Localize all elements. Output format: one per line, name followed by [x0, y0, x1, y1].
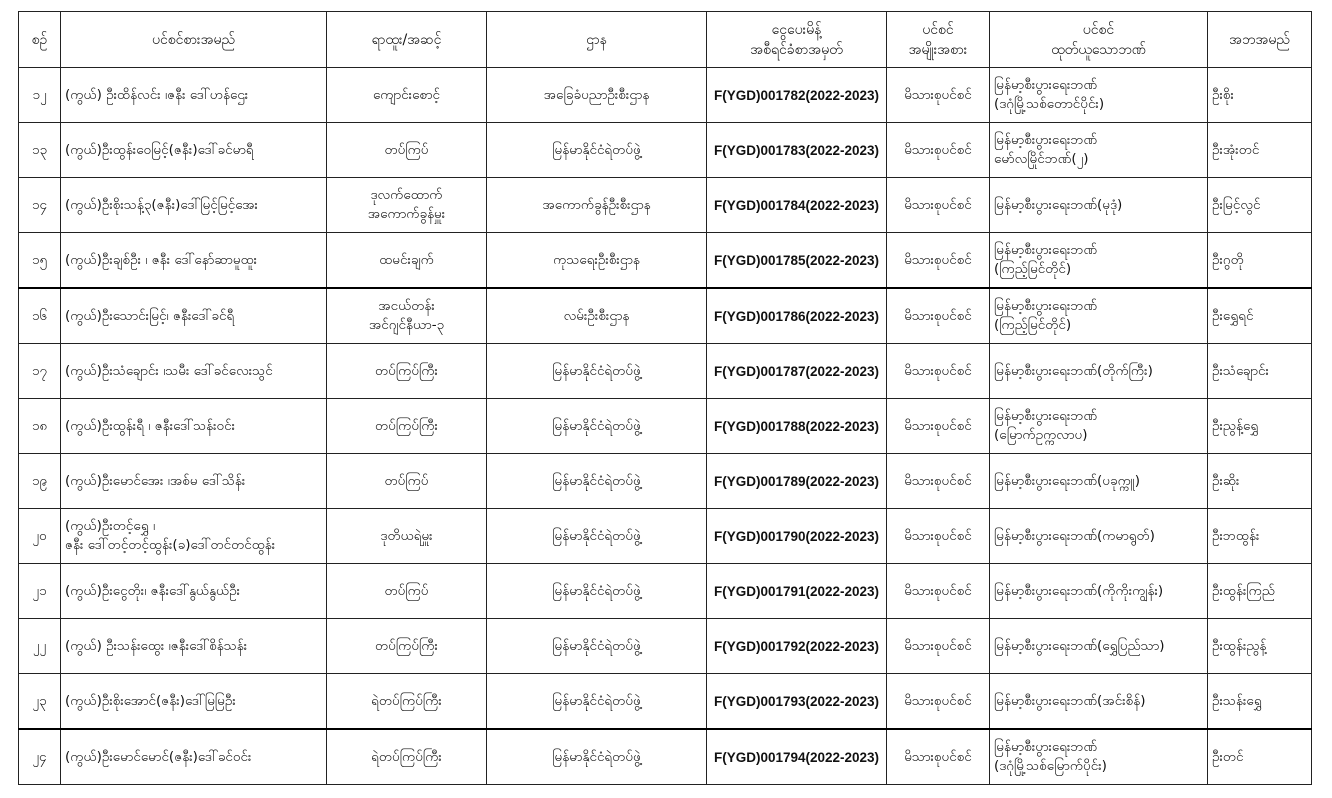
rank-cell: တပ်ကြပ်ကြီး	[327, 344, 487, 399]
payment-order-number-cell: F(YGD)001789(2022-2023)	[707, 454, 887, 509]
header-name: ပင်စင်စားအမည်	[61, 12, 327, 68]
header-fee-no: ငွေပေးမိန့် အစီရင်ခံစာအမှတ်	[707, 12, 887, 68]
father-name-cell: ဦးသန်းရွှေ	[1208, 674, 1312, 730]
table-row	[19, 123, 1312, 178]
department-cell: မြန်မာနိုင်ငံရဲတပ်ဖွဲ့	[487, 729, 707, 785]
father-name-cell: ဦးထွန်းညွန့်	[1208, 619, 1312, 674]
pension-type-cell: မိသားစုပင်စင်	[887, 288, 990, 344]
row-number-cell: ၁၂	[19, 68, 61, 123]
bank-branch-cell: မြန်မာ့စီးပွားရေးဘဏ်(ကမာရွတ်)	[990, 509, 1208, 564]
bank-branch-cell: မြန်မာ့စီးပွားရေးဘဏ် (ဒဂုံမြို့သစ်မြောက်ပိုင်း)	[990, 729, 1208, 785]
pension-type-cell: မိသားစုပင်စင်	[887, 454, 990, 509]
pensioner-name-cell: (ကွယ်) ဦးထိန်လင်း ၊ဇနီး ဒေါ်ဟန်ဌေး	[61, 68, 327, 123]
pension-table	[18, 11, 1312, 785]
rank-cell: ထမင်းချက်	[327, 233, 487, 289]
father-name-cell: ဦးညွန့်ရွှေ	[1208, 399, 1312, 454]
bank-branch-cell: မြန်မာ့စီးပွားရေးဘဏ်(ရွှေပြည်သာ)	[990, 619, 1208, 674]
table-row	[19, 674, 1312, 730]
row-number-cell: ၁၆	[19, 288, 61, 344]
rank-cell: အငယ်တန်း အင်ဂျင်နီယာ-၃	[327, 288, 487, 344]
payment-order-number-cell: F(YGD)001782(2022-2023)	[707, 68, 887, 123]
pensioner-name-cell: (ကွယ်)ဦးတင့်ရွှေ ၊ ဇနီး ဒေါ်တင့်တင့်ထွန်း(ခ)ဒေါ်တင်တင်ထွန်း	[61, 509, 327, 564]
department-cell: မြန်မာနိုင်ငံရဲတပ်ဖွဲ့	[487, 509, 707, 564]
bank-branch-cell: မြန်မာ့စီးပွားရေးဘဏ် (ဒဂုံမြို့သစ်တောင်ပိုင်း)	[990, 68, 1208, 123]
payment-order-number-cell: F(YGD)001793(2022-2023)	[707, 674, 887, 730]
bank-branch-cell: မြန်မာ့စီးပွားရေးဘဏ် (မြောက်ဥက္ကလာပ)	[990, 399, 1208, 454]
department-cell: မြန်မာနိုင်ငံရဲတပ်ဖွဲ့	[487, 454, 707, 509]
pensioner-name-cell: (ကွယ်)ဦးငွေတိုး၊ ဇနီးဒေါ်နွယ်နွယ်ဦး	[61, 564, 327, 619]
pensioner-name-cell: (ကွယ်)ဦးမောင်အေး ၊အစ်မ ဒေါ်သိန်း	[61, 454, 327, 509]
department-cell: အခြေခံပညာဦးစီးဌာန	[487, 68, 707, 123]
row-number-cell: ၂၀	[19, 509, 61, 564]
department-cell: လမ်းဦးစီးဌာန	[487, 288, 707, 344]
department-cell: မြန်မာနိုင်ငံရဲတပ်ဖွဲ့	[487, 123, 707, 178]
pension-type-cell: မိသားစုပင်စင်	[887, 178, 990, 233]
rank-cell: ရဲတပ်ကြပ်ကြီး	[327, 729, 487, 785]
father-name-cell: ဦးဂွတို	[1208, 233, 1312, 289]
pensioner-name-cell: (ကွယ်)ဦးသောင်းမြင့်၊ ဇနီးဒေါ်ခင်ရီ	[61, 288, 327, 344]
rank-cell: ရဲတပ်ကြပ်ကြီး	[327, 674, 487, 730]
table-row	[19, 233, 1312, 289]
table-row	[19, 619, 1312, 674]
rank-cell: ဒုလက်ထောက် အကောက်ခွန်မှူး	[327, 178, 487, 233]
pension-type-cell: မိသားစုပင်စင်	[887, 399, 990, 454]
row-number-cell: ၂၁	[19, 564, 61, 619]
payment-order-number-cell: F(YGD)001785(2022-2023)	[707, 233, 887, 289]
pensioner-name-cell: (ကွယ်)ဦးစိုးအောင်(ဇနီး)ဒေါ်မြမြဦး	[61, 674, 327, 730]
bank-branch-cell: မြန်မာ့စီးပွားရေးဘဏ် (ကြည့်မြင်တိုင်)	[990, 288, 1208, 344]
bank-branch-cell: မြန်မာ့စီးပွားရေးဘဏ်(မုဒုံ)	[990, 178, 1208, 233]
rank-cell: တပ်ကြပ်	[327, 123, 487, 178]
department-cell: မြန်မာနိုင်ငံရဲတပ်ဖွဲ့	[487, 344, 707, 399]
table-row	[19, 288, 1312, 344]
pension-type-cell: မိသားစုပင်စင်	[887, 564, 990, 619]
payment-order-number-cell: F(YGD)001788(2022-2023)	[707, 399, 887, 454]
pension-type-cell: မိသားစုပင်စင်	[887, 729, 990, 785]
pensioner-name-cell: (ကွယ်)ဦးသံချောင်း ၊သမီး ဒေါ်ခင်လေးသွင်	[61, 344, 327, 399]
father-name-cell: ဦးမြင့်လွင်	[1208, 178, 1312, 233]
rank-cell: ဒုတိယရဲမှူး	[327, 509, 487, 564]
payment-order-number-cell: F(YGD)001786(2022-2023)	[707, 288, 887, 344]
table-row	[19, 178, 1312, 233]
rank-cell: ကျောင်းစောင့်	[327, 68, 487, 123]
header-pension-type: ပင်စင် အမျိုးအစား	[887, 12, 990, 68]
header-rank: ရာထူး/အဆင့်	[327, 12, 487, 68]
header-bank: ပင်စင် ထုတ်ယူသောဘဏ်	[990, 12, 1208, 68]
table-row	[19, 729, 1312, 785]
payment-order-number-cell: F(YGD)001784(2022-2023)	[707, 178, 887, 233]
row-number-cell: ၁၃	[19, 123, 61, 178]
father-name-cell: ဦးဆိုး	[1208, 454, 1312, 509]
row-number-cell: ၂၂	[19, 619, 61, 674]
bank-branch-cell: မြန်မာ့စီးပွားရေးဘဏ်(ပခုက္ကူ)	[990, 454, 1208, 509]
pensioner-name-cell: (ကွယ်)ဦးချစ်ဦး ၊ ဇနီး ဒေါ်နော်ဆာမူထူး	[61, 233, 327, 289]
rank-cell: တပ်ကြပ်ကြီး	[327, 399, 487, 454]
row-number-cell: ၂၃	[19, 674, 61, 730]
pension-type-cell: မိသားစုပင်စင်	[887, 619, 990, 674]
department-cell: မြန်မာနိုင်ငံရဲတပ်ဖွဲ့	[487, 399, 707, 454]
father-name-cell: ဦးထွန်းကြည်	[1208, 564, 1312, 619]
rank-cell: တပ်ကြပ်	[327, 564, 487, 619]
department-cell: မြန်မာနိုင်ငံရဲတပ်ဖွဲ့	[487, 564, 707, 619]
bank-branch-cell: မြန်မာ့စီးပွားရေးဘဏ် (ကြည့်မြင်တိုင်)	[990, 233, 1208, 289]
table-row	[19, 509, 1312, 564]
pension-type-cell: မိသားစုပင်စင်	[887, 123, 990, 178]
payment-order-number-cell: F(YGD)001790(2022-2023)	[707, 509, 887, 564]
pensioner-name-cell: (ကွယ်)ဦးထွန်းဝေမြင့်(ဇနီး)ဒေါ်ခင်မာရီ	[61, 123, 327, 178]
row-number-cell: ၁၇	[19, 344, 61, 399]
pension-type-cell: မိသားစုပင်စင်	[887, 674, 990, 730]
department-cell: ကုသရေးဦးစီးဌာန	[487, 233, 707, 289]
table-row	[19, 399, 1312, 454]
bank-branch-cell: မြန်မာ့စီးပွားရေးဘဏ်(ကိုကိုးကျွန်း)	[990, 564, 1208, 619]
father-name-cell: ဦးဘထွန်း	[1208, 509, 1312, 564]
pensioner-name-cell: (ကွယ်)ဦးမောင်မောင်(ဇနီး)ဒေါ်ခင်ဝင်း	[61, 729, 327, 785]
pensioner-name-cell: (ကွယ်)ဦးထွန်းရီ ၊ ဇနီးဒေါ်သန်းဝင်း	[61, 399, 327, 454]
payment-order-number-cell: F(YGD)001792(2022-2023)	[707, 619, 887, 674]
father-name-cell: ဦးအုံးတင်	[1208, 123, 1312, 178]
row-number-cell: ၂၄	[19, 729, 61, 785]
rank-cell: တပ်ကြပ်	[327, 454, 487, 509]
bank-branch-cell: မြန်မာ့စီးပွားရေးဘဏ်(အင်းစိန်)	[990, 674, 1208, 730]
father-name-cell: ဦးရွှေရင်	[1208, 288, 1312, 344]
row-number-cell: ၁၈	[19, 399, 61, 454]
father-name-cell: ဦးစိုး	[1208, 68, 1312, 123]
department-cell: အကောက်ခွန်ဦးစီးဌာန	[487, 178, 707, 233]
pension-type-cell: မိသားစုပင်စင်	[887, 509, 990, 564]
pensioner-name-cell: (ကွယ်) ဦးသန်းထွေး ၊ဇနီးဒေါ်စိန်သန်း	[61, 619, 327, 674]
table-row	[19, 564, 1312, 619]
department-cell: မြန်မာနိုင်ငံရဲတပ်ဖွဲ့	[487, 619, 707, 674]
header-heir: အဘအမည်	[1208, 12, 1312, 68]
table-row	[19, 68, 1312, 123]
bank-branch-cell: မြန်မာ့စီးပွားရေးဘဏ် မော်လမြိုင်ဘဏ်(၂)	[990, 123, 1208, 178]
row-number-cell: ၁၉	[19, 454, 61, 509]
row-number-cell: ၁၅	[19, 233, 61, 289]
father-name-cell: ဦးသံချောင်း	[1208, 344, 1312, 399]
pensioner-name-cell: (ကွယ်)ဦးစိုးသန့်၃(ဇနီး)ဒေါ်မြင့်မြင့်အေး	[61, 178, 327, 233]
table-body	[19, 68, 1312, 785]
payment-order-number-cell: F(YGD)001783(2022-2023)	[707, 123, 887, 178]
father-name-cell: ဦးတင်	[1208, 729, 1312, 785]
pension-type-cell: မိသားစုပင်စင်	[887, 233, 990, 289]
header-no: စဉ်	[19, 12, 61, 68]
row-number-cell: ၁၄	[19, 178, 61, 233]
bank-branch-cell: မြန်မာ့စီးပွားရေးဘဏ်(တိုက်ကြီး)	[990, 344, 1208, 399]
table-row	[19, 344, 1312, 399]
pension-type-cell: မိသားစုပင်စင်	[887, 68, 990, 123]
header-department: ဌာန	[487, 12, 707, 68]
rank-cell: တပ်ကြပ်ကြီး	[327, 619, 487, 674]
table-row	[19, 454, 1312, 509]
payment-order-number-cell: F(YGD)001787(2022-2023)	[707, 344, 887, 399]
department-cell: မြန်မာနိုင်ငံရဲတပ်ဖွဲ့	[487, 674, 707, 730]
pension-type-cell: မိသားစုပင်စင်	[887, 344, 990, 399]
header-row	[19, 12, 1312, 68]
payment-order-number-cell: F(YGD)001791(2022-2023)	[707, 564, 887, 619]
payment-order-number-cell: F(YGD)001794(2022-2023)	[707, 729, 887, 785]
